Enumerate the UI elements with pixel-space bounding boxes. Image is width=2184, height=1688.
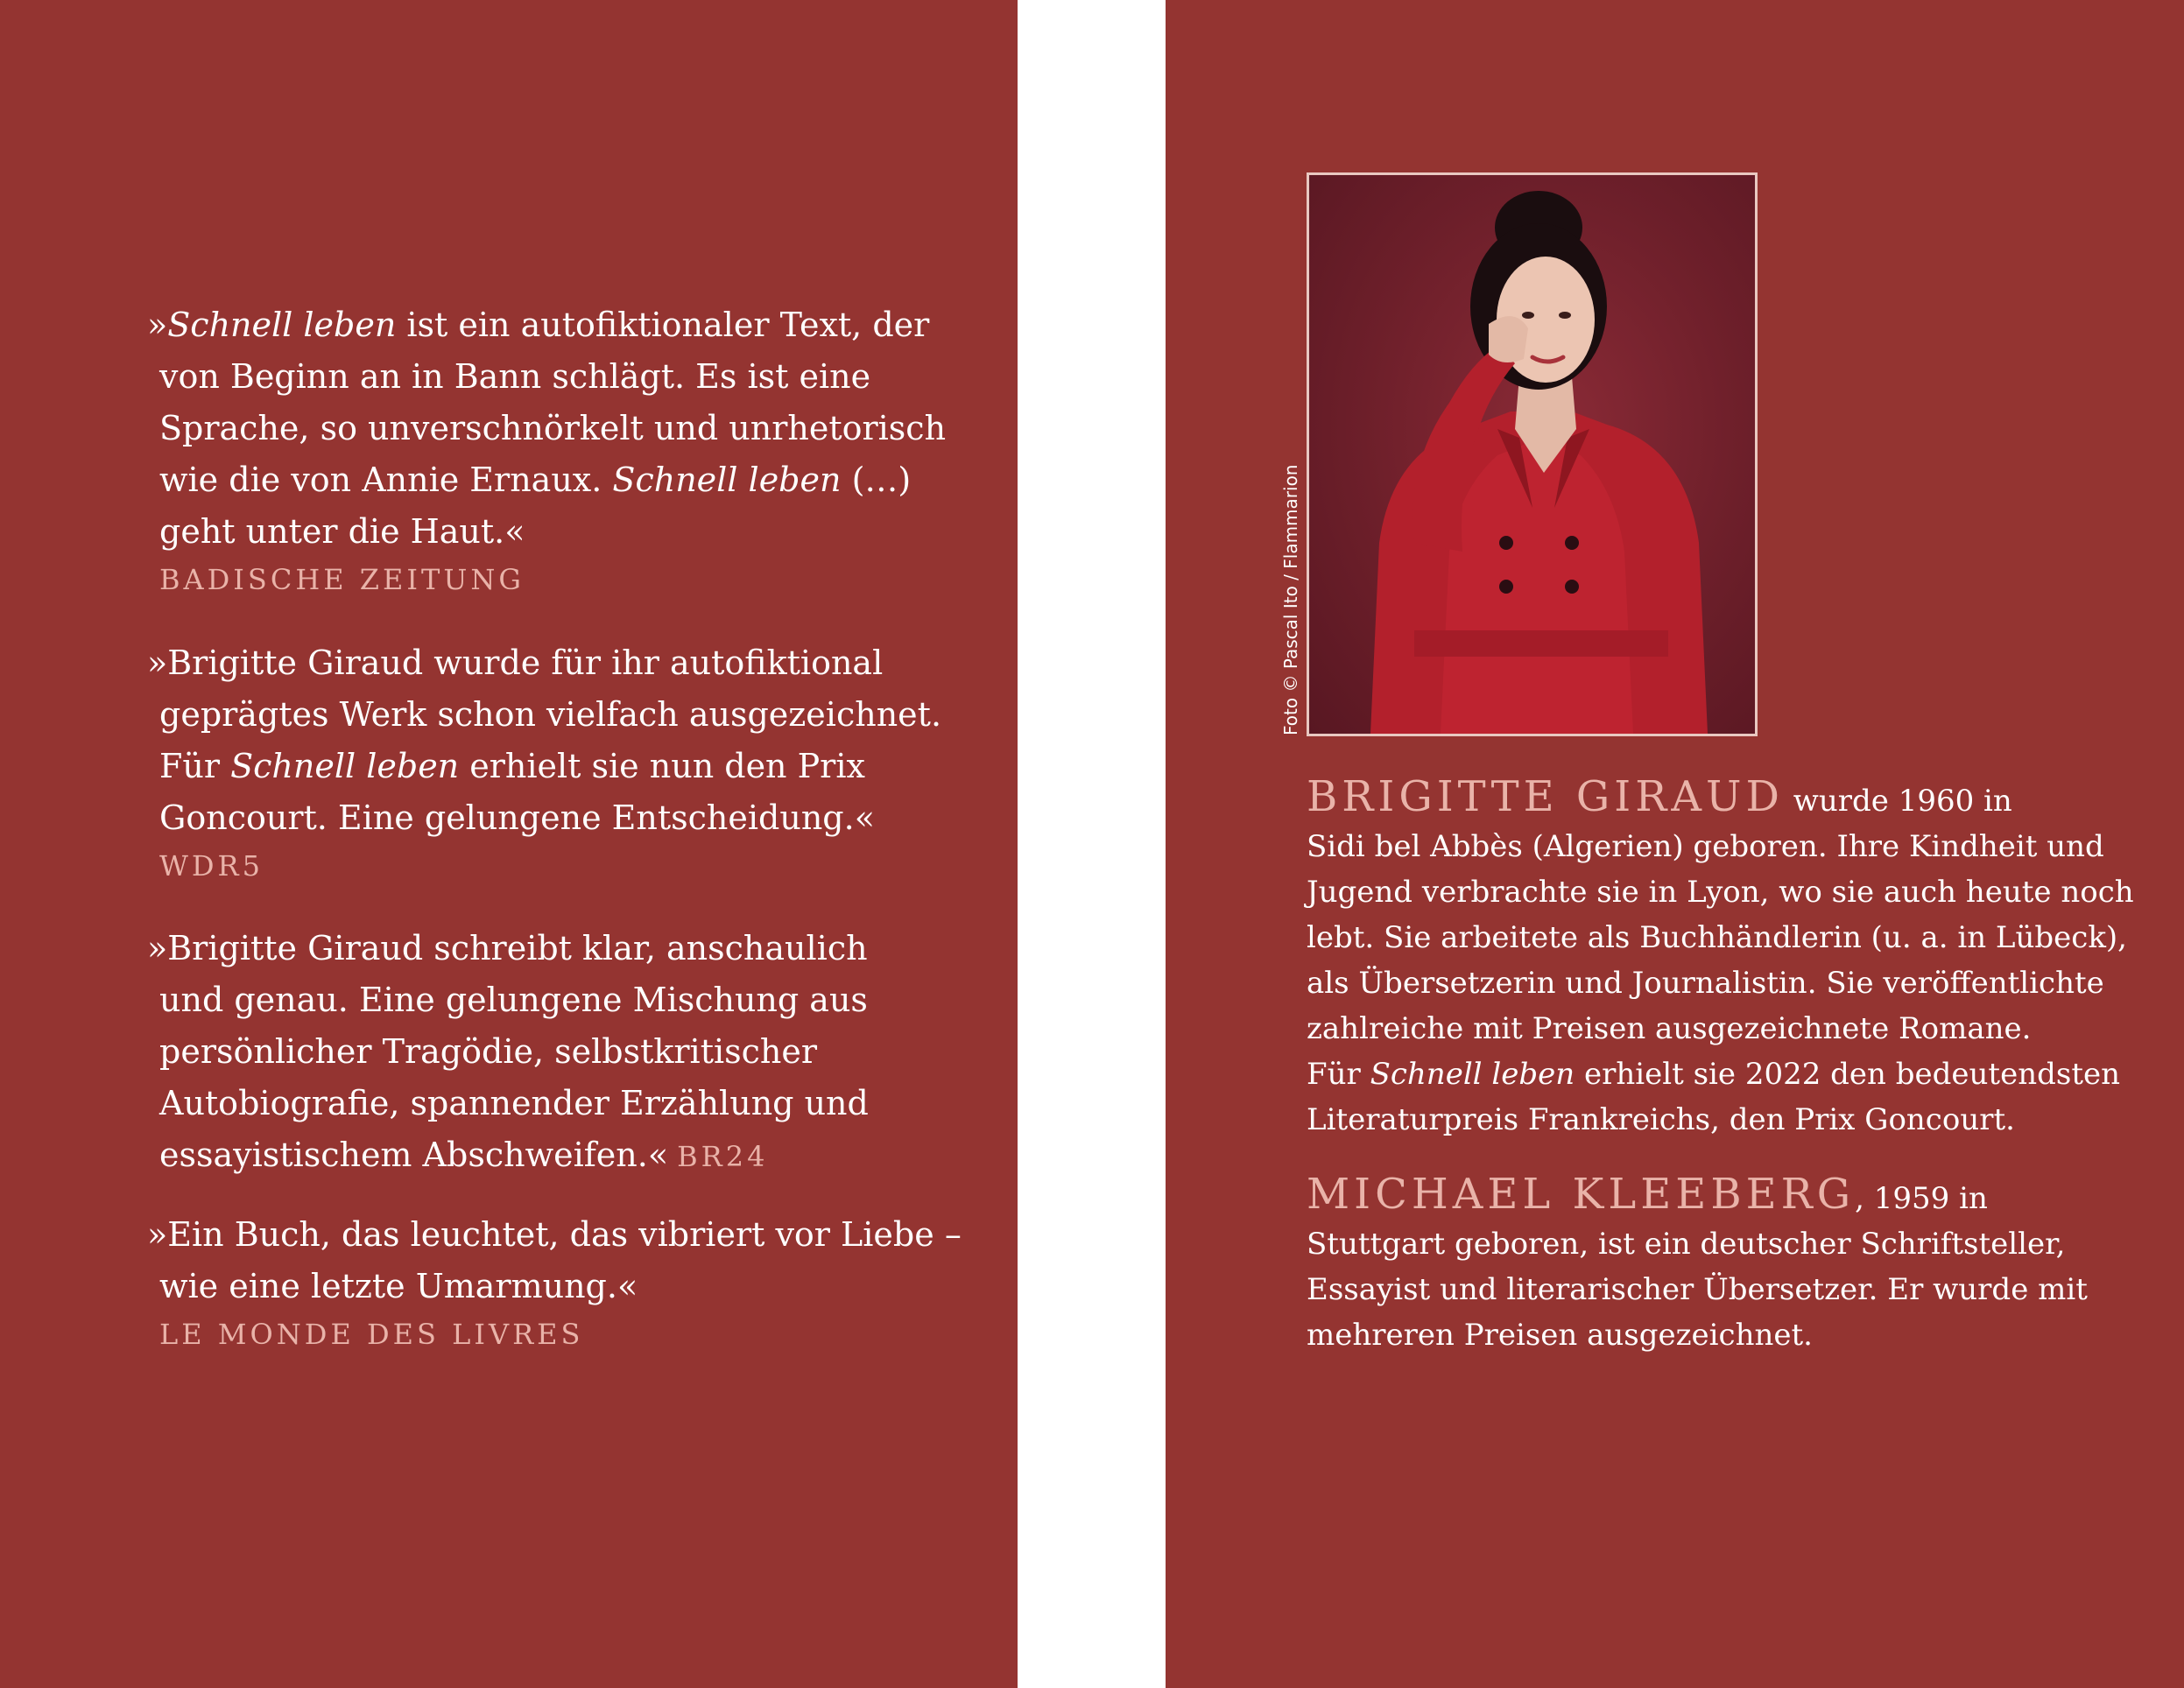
quote-line: wie eine letzte Umarmung.« (159, 1267, 638, 1305)
review-quote-3 (147, 923, 953, 1181)
quote-line: geprägtes Werk schon vielfach ausgezeichnet. (159, 695, 942, 734)
bio-line: Jugend verbrachte sie in Lyon, wo sie auch heute noch (1307, 875, 2134, 910)
bio-line: Sidi bel Abbès (Algerien) geboren. Ihre Kindheit und (1307, 829, 2104, 864)
quote-line: Für Schnell leben erhielt sie nun den Prix (159, 747, 865, 785)
quote-line: Sprache, so unverschnörkelt und unrhetorisch (159, 409, 947, 447)
book-title: Schnell leben (612, 461, 842, 499)
quote-line: geht unter die Haut.« (159, 512, 525, 551)
bio-line: lebt. Sie arbeitete als Buchhändlerin (u. a. in Lübeck), (1307, 920, 2127, 955)
bio-line: mehreren Preisen ausgezeichnet. (1307, 1318, 1813, 1353)
quote-line: wie die von Annie Ernaux. Schnell leben (…) (159, 461, 912, 499)
quote-line: essayistischem Abschweifen.« BR24 (159, 1136, 769, 1174)
quote-source: BADISCHE ZEITUNG (159, 563, 525, 596)
bio-line: Für Schnell leben erhielt sie 2022 den bedeutendsten (1307, 1057, 2120, 1092)
bio-first-line: BRIGITTE GIRAUD wurde 1960 in (1307, 772, 2012, 821)
quote-line: Autobiografie, spannender Erzählung und (159, 1084, 869, 1122)
review-quote-4 (147, 1209, 962, 1355)
bio-line: als Übersetzerin und Journalistin. Sie veröffentlichte (1307, 966, 2104, 1001)
quote-line: Goncourt. Eine gelungene Entscheidung.« (159, 798, 875, 837)
bio-line: Essayist und literarischer Übersetzer. Er wurde mit (1307, 1272, 2088, 1307)
back-cover-panel (0, 0, 1018, 1688)
author-photo (1307, 172, 1758, 736)
translator-name: MICHAEL KLEEBERG (1307, 1170, 1856, 1219)
quote-line: und genau. Eine gelungene Mischung aus (159, 981, 868, 1019)
quote-line: »Schnell leben ist ein autofiktionaler Text, der (147, 306, 930, 344)
review-quote-1 (147, 299, 953, 601)
quote-source: WDR5 (159, 849, 264, 883)
author-bio (1307, 772, 2134, 1143)
book-title: Schnell leben (230, 747, 460, 785)
quote-line: von Beginn an in Bann schlägt. Es ist eine (159, 357, 871, 396)
quote-line: persönlicher Tragödie, selbstkritischer (159, 1032, 818, 1071)
author-name: BRIGITTE GIRAUD (1307, 772, 1784, 821)
review-quote-2 (147, 637, 953, 887)
book-title: Schnell leben (1370, 1057, 1575, 1092)
quote-line: »Ein Buch, das leuchtet, das vibriert vor Liebe – (147, 1215, 962, 1254)
author-portrait-illustration (1309, 175, 1755, 734)
bio-line: Stuttgart geboren, ist ein deutscher Schriftsteller, (1307, 1227, 2066, 1262)
quote-line: »Brigitte Giraud wurde für ihr autofiktional (147, 644, 884, 682)
bio-line: zahlreiche mit Preisen ausgezeichnete Romane. (1307, 1011, 2032, 1046)
bio-first-line: MICHAEL KLEEBERG, 1959 in (1307, 1170, 1988, 1219)
quote-line: »Brigitte Giraud schreibt klar, anschaulich (147, 929, 868, 967)
quote-source: BR24 (677, 1140, 769, 1173)
quote-source: LE MONDE DES LIVRES (159, 1318, 584, 1351)
translator-bio (1307, 1171, 2112, 1358)
bio-line: Literaturpreis Frankreichs, den Prix Goncourt. (1307, 1102, 2015, 1137)
photo-credit: Foto © Pascal Ito / Flammarion (1280, 464, 1301, 735)
book-title: Schnell leben (167, 306, 397, 344)
